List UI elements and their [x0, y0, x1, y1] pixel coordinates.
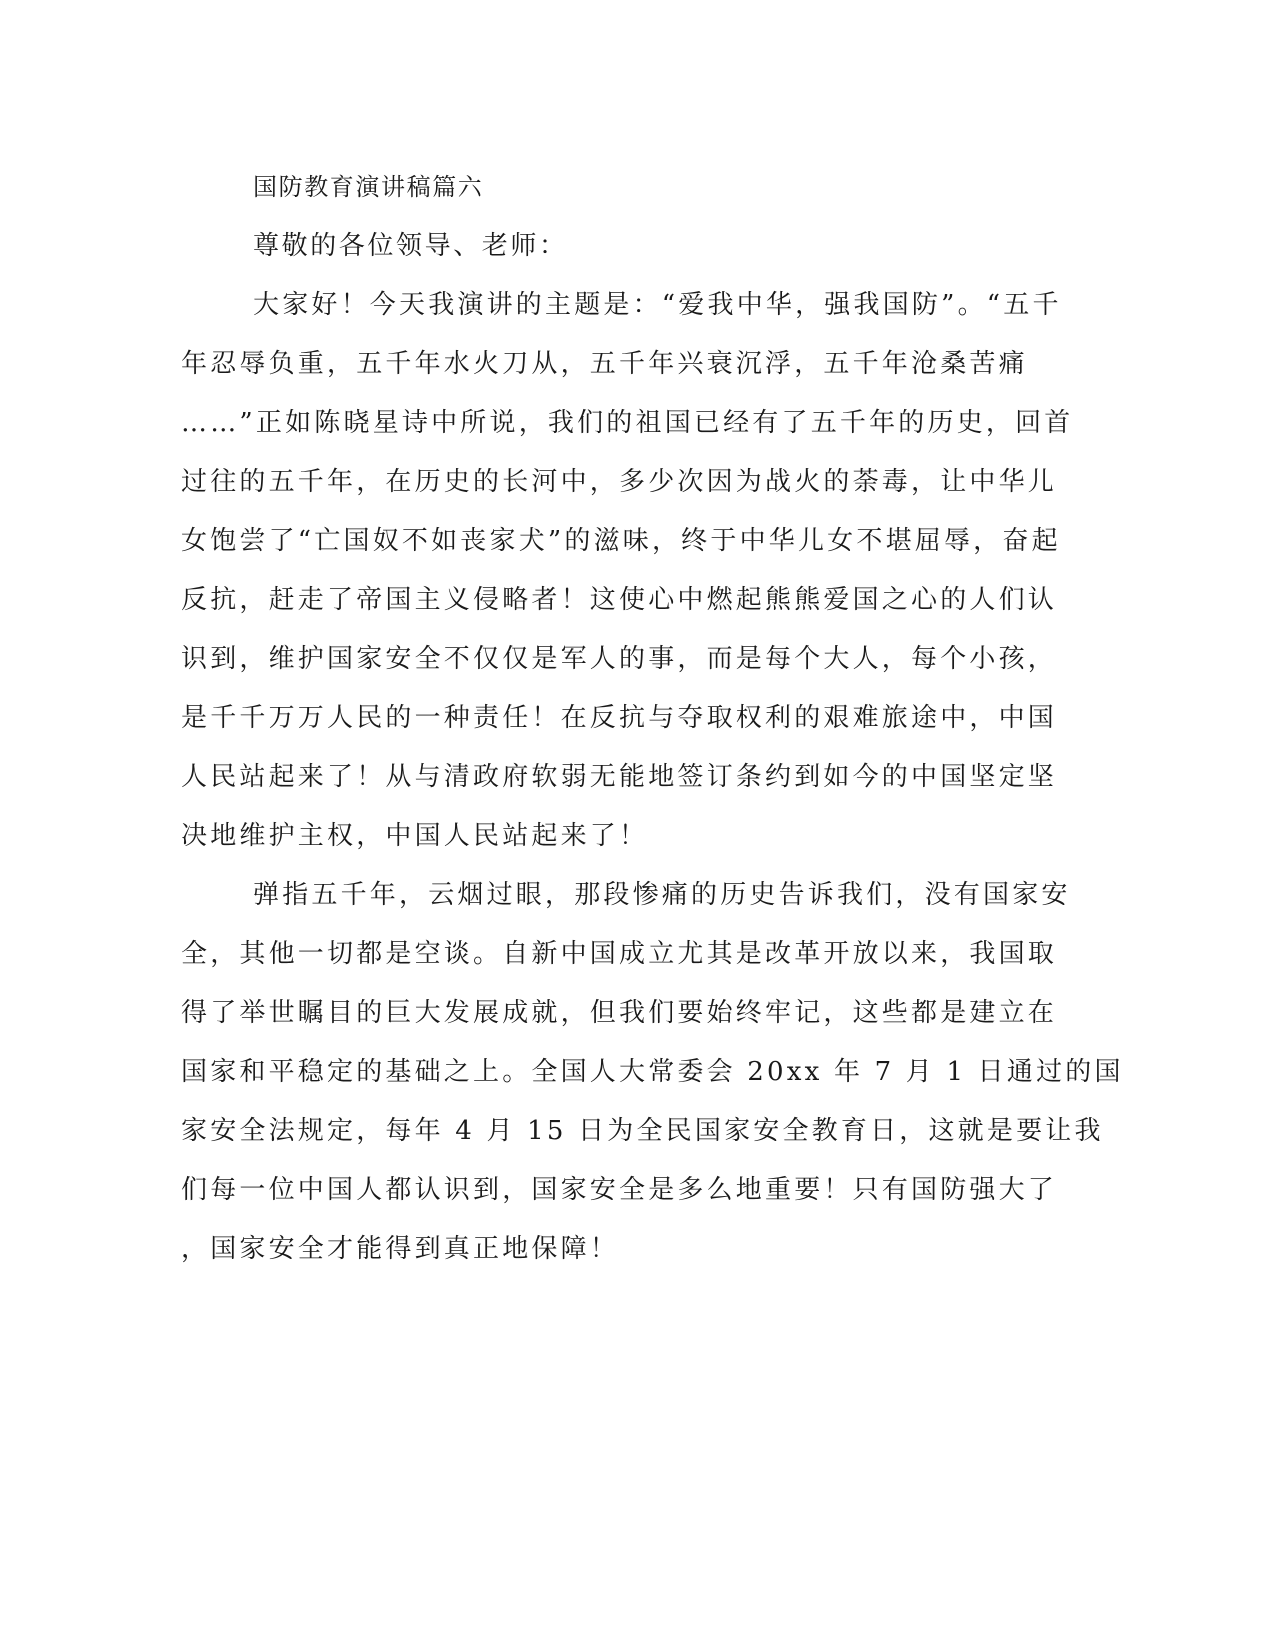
text-line: 国家和平稳定的基础之上。全国人大常委会 20xx 年 7 月 1 日通过的国 — [181, 1057, 1124, 1087]
text-line: ，国家安全才能得到真正地保障！ — [181, 1234, 620, 1264]
text-line: 女饱尝了“亡国奴不如丧家犬”的滋味，终于中华儿女不堪屈辱，奋起 — [181, 526, 1061, 556]
text-line: 弹指五千年，云烟过眼，那段惨痛的历史告诉我们，没有国家安 — [253, 880, 1071, 910]
text-line: 反抗，赶走了帝国主义侵略者！这使心中燃起熊熊爱国之心的人们认 — [181, 585, 1058, 615]
document-title: 国防教育演讲稿篇六 — [253, 173, 484, 201]
text-line: 人民站起来了！从与清政府软弱无能地签订条约到如今的中国坚定坚 — [181, 762, 1058, 792]
paragraph-2 — [181, 866, 1124, 1279]
text-line: 决地维护主权，中国人民站起来了！ — [181, 821, 649, 851]
text-line: 全，其他一切都是空谈。自新中国成立尤其是改革开放以来，我国取 — [181, 939, 1058, 969]
text-line: 年忍辱负重，五千年水火刀从，五千年兴衰沉浮，五千年沧桑苦痛 — [181, 349, 1028, 379]
text-line: 是千千万万人民的一种责任！在反抗与夺取权利的艰难旅途中，中国 — [181, 703, 1058, 733]
text-line: 识到，维护国家安全不仅仅是军人的事，而是每个大人，每个小孩， — [181, 644, 1058, 674]
text-line: ……”正如陈晓星诗中所说，我们的祖国已经有了五千年的历史，回首 — [181, 408, 1074, 438]
document-body — [181, 158, 1124, 1279]
paragraph-1 — [181, 276, 1074, 866]
text-line: 家安全法规定，每年 4 月 15 日为全民国家安全教育日，这就是要让我 — [181, 1116, 1104, 1146]
salutation: 尊敬的各位领导、老师： — [253, 231, 568, 261]
text-line: 大家好！今天我演讲的主题是：“爱我中华，强我国防”。“五千 — [253, 290, 1062, 320]
text-line: 过往的五千年，在历史的长河中，多少次因为战火的荼毒，让中华儿 — [181, 467, 1058, 497]
text-line: 们每一位中国人都认识到，国家安全是多么地重要！只有国防强大了 — [181, 1175, 1058, 1205]
text-line: 得了举世瞩目的巨大发展成就，但我们要始终牢记，这些都是建立在 — [181, 998, 1058, 1028]
